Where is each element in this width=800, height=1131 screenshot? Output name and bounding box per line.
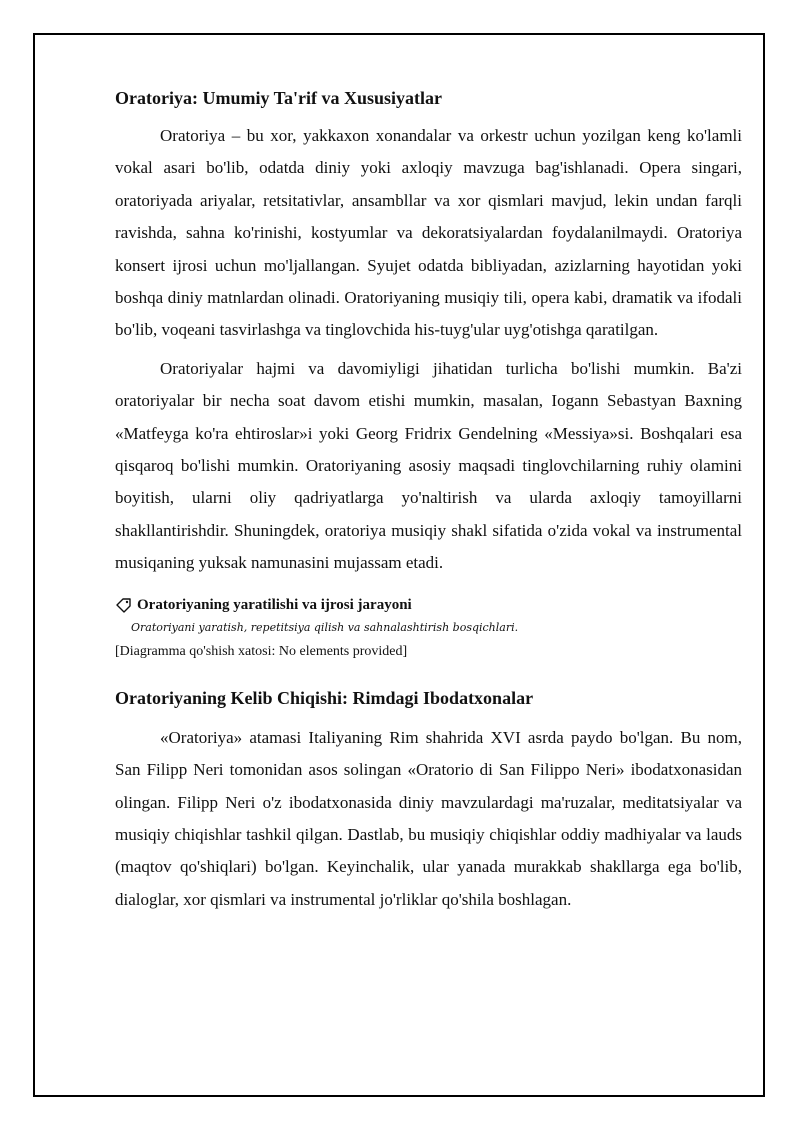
diagram-title: Oratoriyaning yaratilishi va ijrosi jarayoni [137,596,412,613]
diagram-caption: Oratoriyani yaratish, repetitsiya qilish va sahnalashtirish bosqichlari. [131,620,519,634]
document-body [115,84,742,916]
paragraph: Oratoriyalar hajmi va davomiyligi jihatidan turlicha bo'lishi mumkin. Ba'zi oratoriyalar bir necha soat davom etishi mumkin, masalan, Iogann Sebastyan Baxning «Matfeyga ko'ra ehtiroslar»i yoki Georg Fridrix Gendelning «Messiya»si. Boshqalari esa qisqaroq bo'lishi mumkin. Oratoriyaning asosiy maqsadi tinglovchilarning ruhiy olamini boyitish, ularni oliy qadriyatlarga yo'naltirish va ularda axloqiy tamoyillarni shakllantirishdir. Shuningdek, oratoriya musiqiy shakl sifatida o'zida vokal va instrumental musiqaning yuksak namunasini mujassam etadi. [115,358,742,573]
section-heading-origin: Oratoriyaning Kelib Chiqishi: Rimdagi Ibodatxonalar [115,687,534,708]
diagram-error-message: [Diagramma qo'shish xatosi: No elements provided] [115,643,408,659]
section-heading-general: Oratoriya: Umumiy Ta'rif va Xususiyatlar [115,88,442,108]
paragraph: «Oratoriya» atamasi Italiyaning Rim shahrida XVI asrda paydo bo'lgan. Bu nom, San Filipp Neri tomonidan asos solingan «Oratorio di San Filippo Neri» ibodatxonasidan olingan. Filipp Neri o'z ibodatxonasida diniy mavzulardagi ma'ruzalar, meditatsiyalar va musiqiy chiqishlar tashkil qilgan. Dastlab, bu musiqiy chiqishlar oddiy madhiyalar va lauds (maqtov qo'shiqlari) bo'lgan. Keyinchalik, ular yanada murakkab shakllarga ega bo'lib, dialoglar, xor qismlari va instrumental jo'rliklar qo'shila boshlagan. [115,727,742,909]
diagram-title-row [115,594,742,616]
tag-icon [115,596,133,614]
paragraph: Oratoriya – bu xor, yakkaxon xonandalar va orkestr uchun yozilgan keng ko'lamli vokal asari bo'lib, odatda diniy yoki axloqiy mavzuga bag'ishlanadi. Opera singari, oratoriyada ariyalar, retsitativlar, ansambllar va xor qismlari mavjud, lekin undan farqli ravishda, sahna ko'rinishi, kostyumlar va dekoratsiyalardan foydalanilmaydi. Oratoriya konsert ijrosi uchun mo'ljallangan. Syujet odatda bibliyadan, azizlarning hayotidan yoki boshqa diniy matnlardan olinadi. Oratoriyaning musiqiy tili, opera kabi, dramatik va ifodali bo'lib, voqeani tasvirlashga va tinglovchida his-tuyg'ular uyg'otishga qaratilgan. [115,126,742,340]
